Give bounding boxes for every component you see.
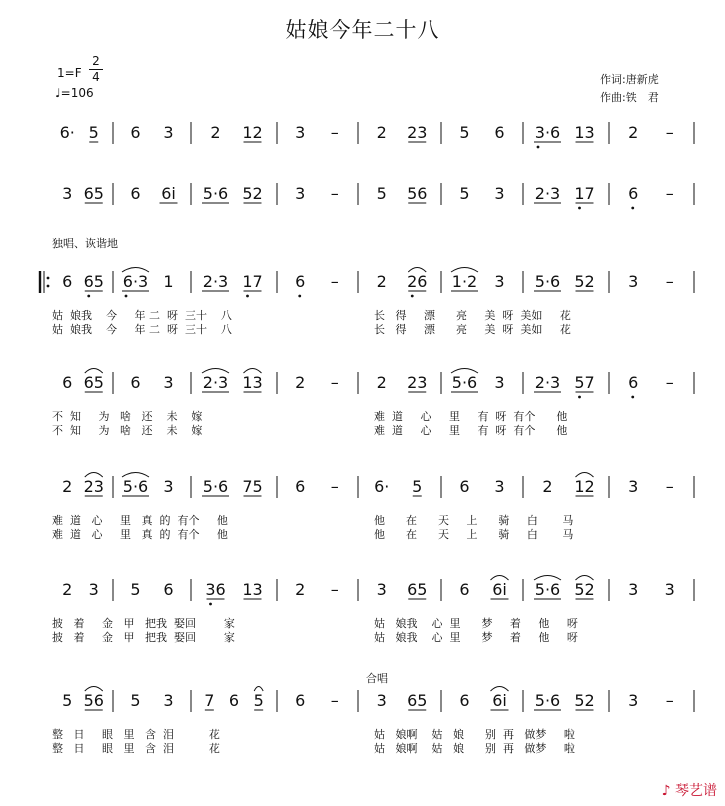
note: 5 [130,580,141,599]
note: 3 [163,477,174,496]
sustain-dash: – [665,272,674,291]
lyric-line: 姑 娘我 今 年 二 呀 三十 八 [52,309,232,322]
note: 6 [62,272,73,291]
note: 5 [459,184,470,203]
note: 52 [242,184,263,203]
time-signature-top: 2 [92,54,100,68]
lyricist-credit: 作词:唐新虎 [600,73,659,86]
note: 13 [242,580,263,599]
lyric-line: 他 在 天 上 骑 白 马 [374,528,574,541]
song-title: 姑娘今年二十八 [285,18,440,42]
note: 13 [242,373,263,392]
note: 3 [295,184,306,203]
note: 3 [664,580,675,599]
lyric-line: 姑 娘我 心 里 梦 着 他 呀 [374,631,578,644]
lyric-line: 不 知 为 啥 还 未 嫁 [52,424,203,437]
lyric-line: 难 道 心 里 真 的 有个 他 [52,528,228,541]
performance-note: 独唱、诙谐地 [52,237,118,250]
watermark-text: 琴艺谱 [675,783,717,799]
note: 6 [628,373,639,392]
note: 17 [574,184,595,203]
note: 6 [459,691,470,710]
lyric-line: 难 道 心 里 有 呀 有个 他 [374,424,568,437]
note: 6 [459,580,470,599]
note: 5 [412,477,423,496]
note: 3 [494,272,505,291]
note: 5 [253,691,264,710]
lyric-line: 不 知 为 啥 还 未 嫁 [52,410,203,423]
note: 6 [459,477,470,496]
note: 65 [83,272,104,291]
note: 2 [376,373,387,392]
sustain-dash: – [330,373,339,392]
note: 2·3 [534,373,561,392]
note: 2·3 [534,184,561,203]
note: 1 [163,272,174,291]
note: 6 [62,373,73,392]
note: 12 [574,477,595,496]
lyric-line: 长 得 漂 亮 美 呀 美如 花 [374,309,571,322]
note: 5 [88,123,99,142]
note: 6 [295,691,306,710]
note: 5·6 [202,477,229,496]
note: 12 [242,123,263,142]
lower-octave-dot [125,295,128,298]
note: 3 [163,373,174,392]
sustain-dash: – [665,373,674,392]
note: 3 [628,272,639,291]
repeat-dot [47,285,50,288]
lower-octave-dot [578,396,581,399]
note: 3 [295,123,306,142]
note: 5·6 [534,580,561,599]
note: 5·6 [122,477,149,496]
note: 52 [574,580,595,599]
chorus-note: 合唱 [366,672,388,685]
lyric-line: 披 着 金 甲 把我 娶回 家 [52,617,235,630]
note: 3 [376,691,387,710]
lyric-line: 披 着 金 甲 把我 娶回 家 [52,631,235,644]
lyric-line: 姑 娘啊 姑 娘 别 再 做梦 啦 [374,728,575,741]
lower-octave-dot [411,295,414,298]
sustain-dash: – [330,691,339,710]
sustain-dash: – [665,184,674,203]
watermark-logo [662,780,717,800]
note: 3 [376,580,387,599]
sustain-dash: – [330,580,339,599]
note: 3 [494,477,505,496]
note: 13 [574,123,595,142]
note: 3 [163,123,174,142]
time-signature-bottom: 4 [92,70,100,84]
sustain-dash: – [665,477,674,496]
note: 2 [210,123,221,142]
note: 52 [574,691,595,710]
note: 6 [228,691,240,710]
note: 2 [376,272,387,291]
note: 23 [407,373,428,392]
note: 2 [295,580,306,599]
note: 2·3 [202,373,229,392]
lower-octave-dot [631,207,634,210]
note: 23 [407,123,428,142]
lower-octave-dot [578,207,581,210]
note: 1·2 [451,272,478,291]
note: 6i [492,691,507,710]
note: 7 [204,691,215,710]
lyric-line: 整 日 眼 里 含 泪 花 [52,728,220,741]
note: 3 [62,184,73,203]
lower-octave-dot [246,295,249,298]
sustain-dash: – [665,123,674,142]
note: 6 [130,184,141,203]
lyric-line: 难 道 心 里 有 呀 有个 他 [374,410,568,423]
note: 2 [295,373,306,392]
lyric-line: 长 得 漂 亮 美 呀 美如 花 [374,323,571,336]
note: 5 [62,691,73,710]
lower-octave-dot [87,295,90,298]
note: 3 [628,477,639,496]
note: 52 [574,272,595,291]
composer-credit: 作曲:铁 君 [600,91,659,104]
note: 23 [83,477,104,496]
lyric-line: 姑 娘啊 姑 娘 别 再 做梦 啦 [374,742,575,755]
repeat-dot [47,277,50,280]
note: 3 [628,691,639,710]
sustain-dash: – [665,691,674,710]
note: 3 [163,691,174,710]
note: 6· [59,123,75,142]
note: 65 [83,184,104,203]
note: 6·3 [122,272,149,291]
sustain-dash: – [330,272,339,291]
note: 6 [494,123,505,142]
note: 65 [407,580,428,599]
lyric-line: 姑 娘我 心 里 梦 着 他 呀 [374,617,578,630]
note: 3 [628,580,639,599]
note: 26 [407,272,428,291]
note: 2 [62,477,73,496]
note: 5·6 [534,272,561,291]
note: 75 [242,477,263,496]
note: 3 [494,373,505,392]
note: 36 [205,580,226,599]
note: 3 [88,580,99,599]
note: 2·3 [202,272,229,291]
watermark-icon: ♪ [661,783,671,799]
lyric-line: 难 道 心 里 真 的 有个 他 [52,514,228,527]
note: 57 [574,373,595,392]
note: 6 [295,272,306,291]
sustain-dash: – [330,477,339,496]
key-signature: 1=F [57,66,82,80]
lower-octave-dot [537,146,540,149]
note: 6 [163,580,174,599]
note: 3·6 [534,123,561,142]
note: 5·6 [451,373,478,392]
note: 3 [494,184,505,203]
note: 5 [130,691,141,710]
note: 65 [407,691,428,710]
note: 5 [376,184,387,203]
lower-octave-dot [209,603,212,606]
lyric-line: 整 日 眼 里 含 泪 花 [52,742,220,755]
sustain-dash: – [330,184,339,203]
note: 6i [161,184,176,203]
sustain-dash: – [330,123,339,142]
note: 56 [83,691,104,710]
note: 6 [628,184,639,203]
note: 6i [492,580,507,599]
note: 65 [83,373,104,392]
note: 2 [542,477,553,496]
note: 6 [130,373,141,392]
note: 17 [242,272,263,291]
note: 2 [62,580,73,599]
tempo-marking: ♩=106 [55,86,94,100]
note: 6 [130,123,141,142]
note: 56 [407,184,428,203]
note: 5 [459,123,470,142]
note: 2 [628,123,639,142]
note: 5·6 [202,184,229,203]
note: 5·6 [534,691,561,710]
lyric-line: 姑 娘我 今 年 二 呀 三十 八 [52,323,232,336]
lower-octave-dot [631,396,634,399]
note: 6 [295,477,306,496]
lyric-line: 他 在 天 上 骑 白 马 [374,514,574,527]
note: 2 [376,123,387,142]
note: 6· [374,477,390,496]
lower-octave-dot [298,295,301,298]
